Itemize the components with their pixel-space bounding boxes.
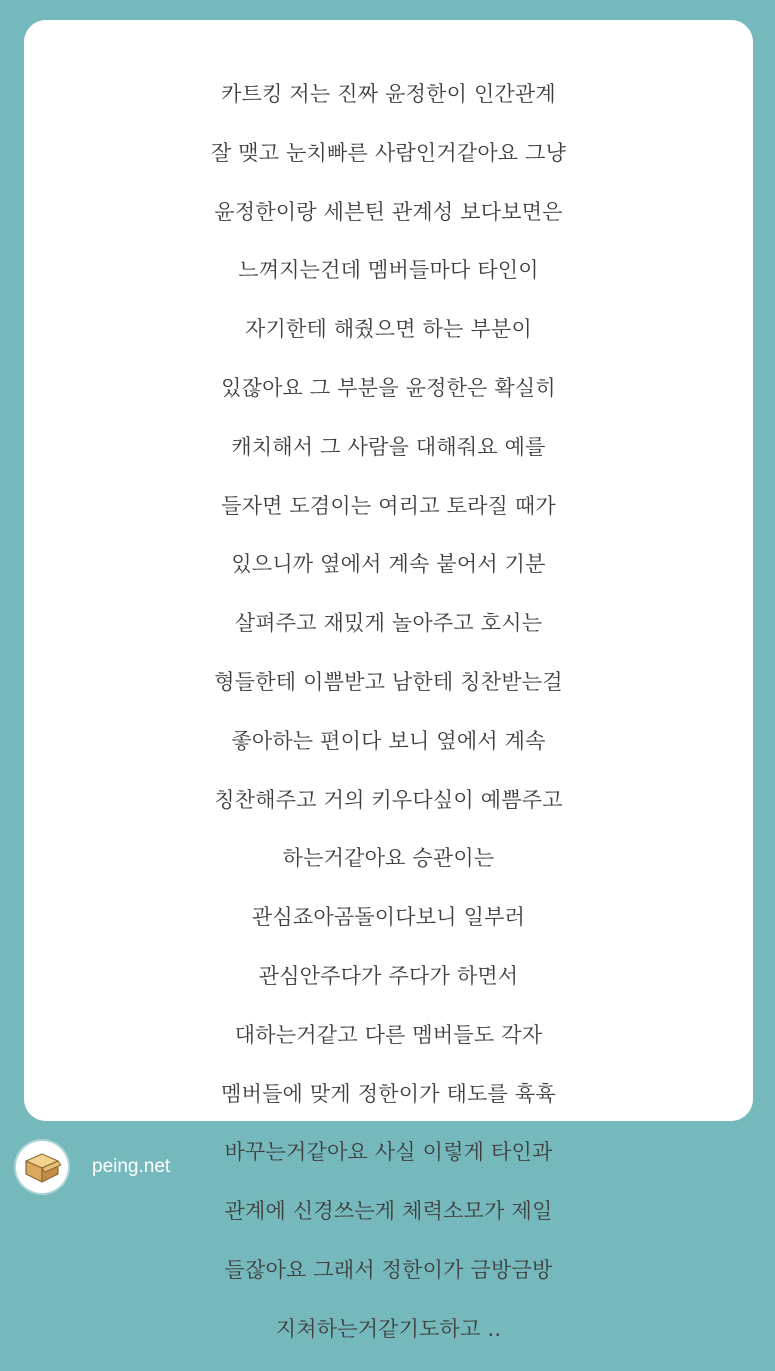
question-line: 있으니까 옆에서 계속 붙어서 기분 [231,552,546,577]
question-line: 캐치해서 그 사람을 대해줘요 예를 [231,434,546,459]
footer [16,1139,170,1195]
question-line: 하는거같아요 승관이는 [282,846,495,871]
box-icon [21,1146,63,1188]
question-line: 멤버들에 맞게 정한이가 태도를 휵휵 [221,1081,556,1106]
question-line: 느껴지는건데 멤버들마다 타인이 [238,258,539,283]
question-line: 윤정한이랑 세븐틴 관계성 보다보면은 [214,199,563,224]
question-line: 관심죠아곰돌이다보니 일부러 [251,905,526,930]
question-line: 지쳐하는거같기도하고 .. [275,1316,502,1341]
question-line: 들잖아요 그래서 정한이가 금방금방 [224,1257,553,1282]
question-line: 좋아하는 편이다 보니 옆에서 계속 [231,728,546,753]
question-line: 칭찬해주고 거의 키우다싶이 예쁨주고 [214,787,563,812]
question-line: 잘 맺고 눈치빠른 사람인거같아요 그냥 [210,140,567,165]
question-line: 들자면 도겸이는 여리고 토라질 때가 [221,493,556,518]
question-line: 관계에 신경쓰는게 체력소모가 제일 [224,1199,553,1224]
question-line: 살펴주고 재밌게 놀아주고 호시는 [234,611,543,636]
question-line: 카트킹 저는 진짜 윤정한이 인간관계 [221,82,556,106]
question-line: 관심안주다가 주다가 하면서 [258,963,519,988]
question-line: 대하는거같고 다른 멤버들도 각자 [234,1022,543,1047]
question-line: 바꾸는거같아요 사실 이렇게 타인과 [224,1140,553,1165]
question-line: 있잖아요 그 부분을 윤정한은 확실히 [221,375,556,400]
site-name[interactable]: peing.net [92,1156,171,1177]
question-line: 형들한테 이쁨받고 남한테 칭찬받는걸 [214,669,563,694]
question-line: 자기한테 해줬으면 하는 부분이 [245,317,532,342]
peing-logo[interactable] [16,1141,68,1193]
